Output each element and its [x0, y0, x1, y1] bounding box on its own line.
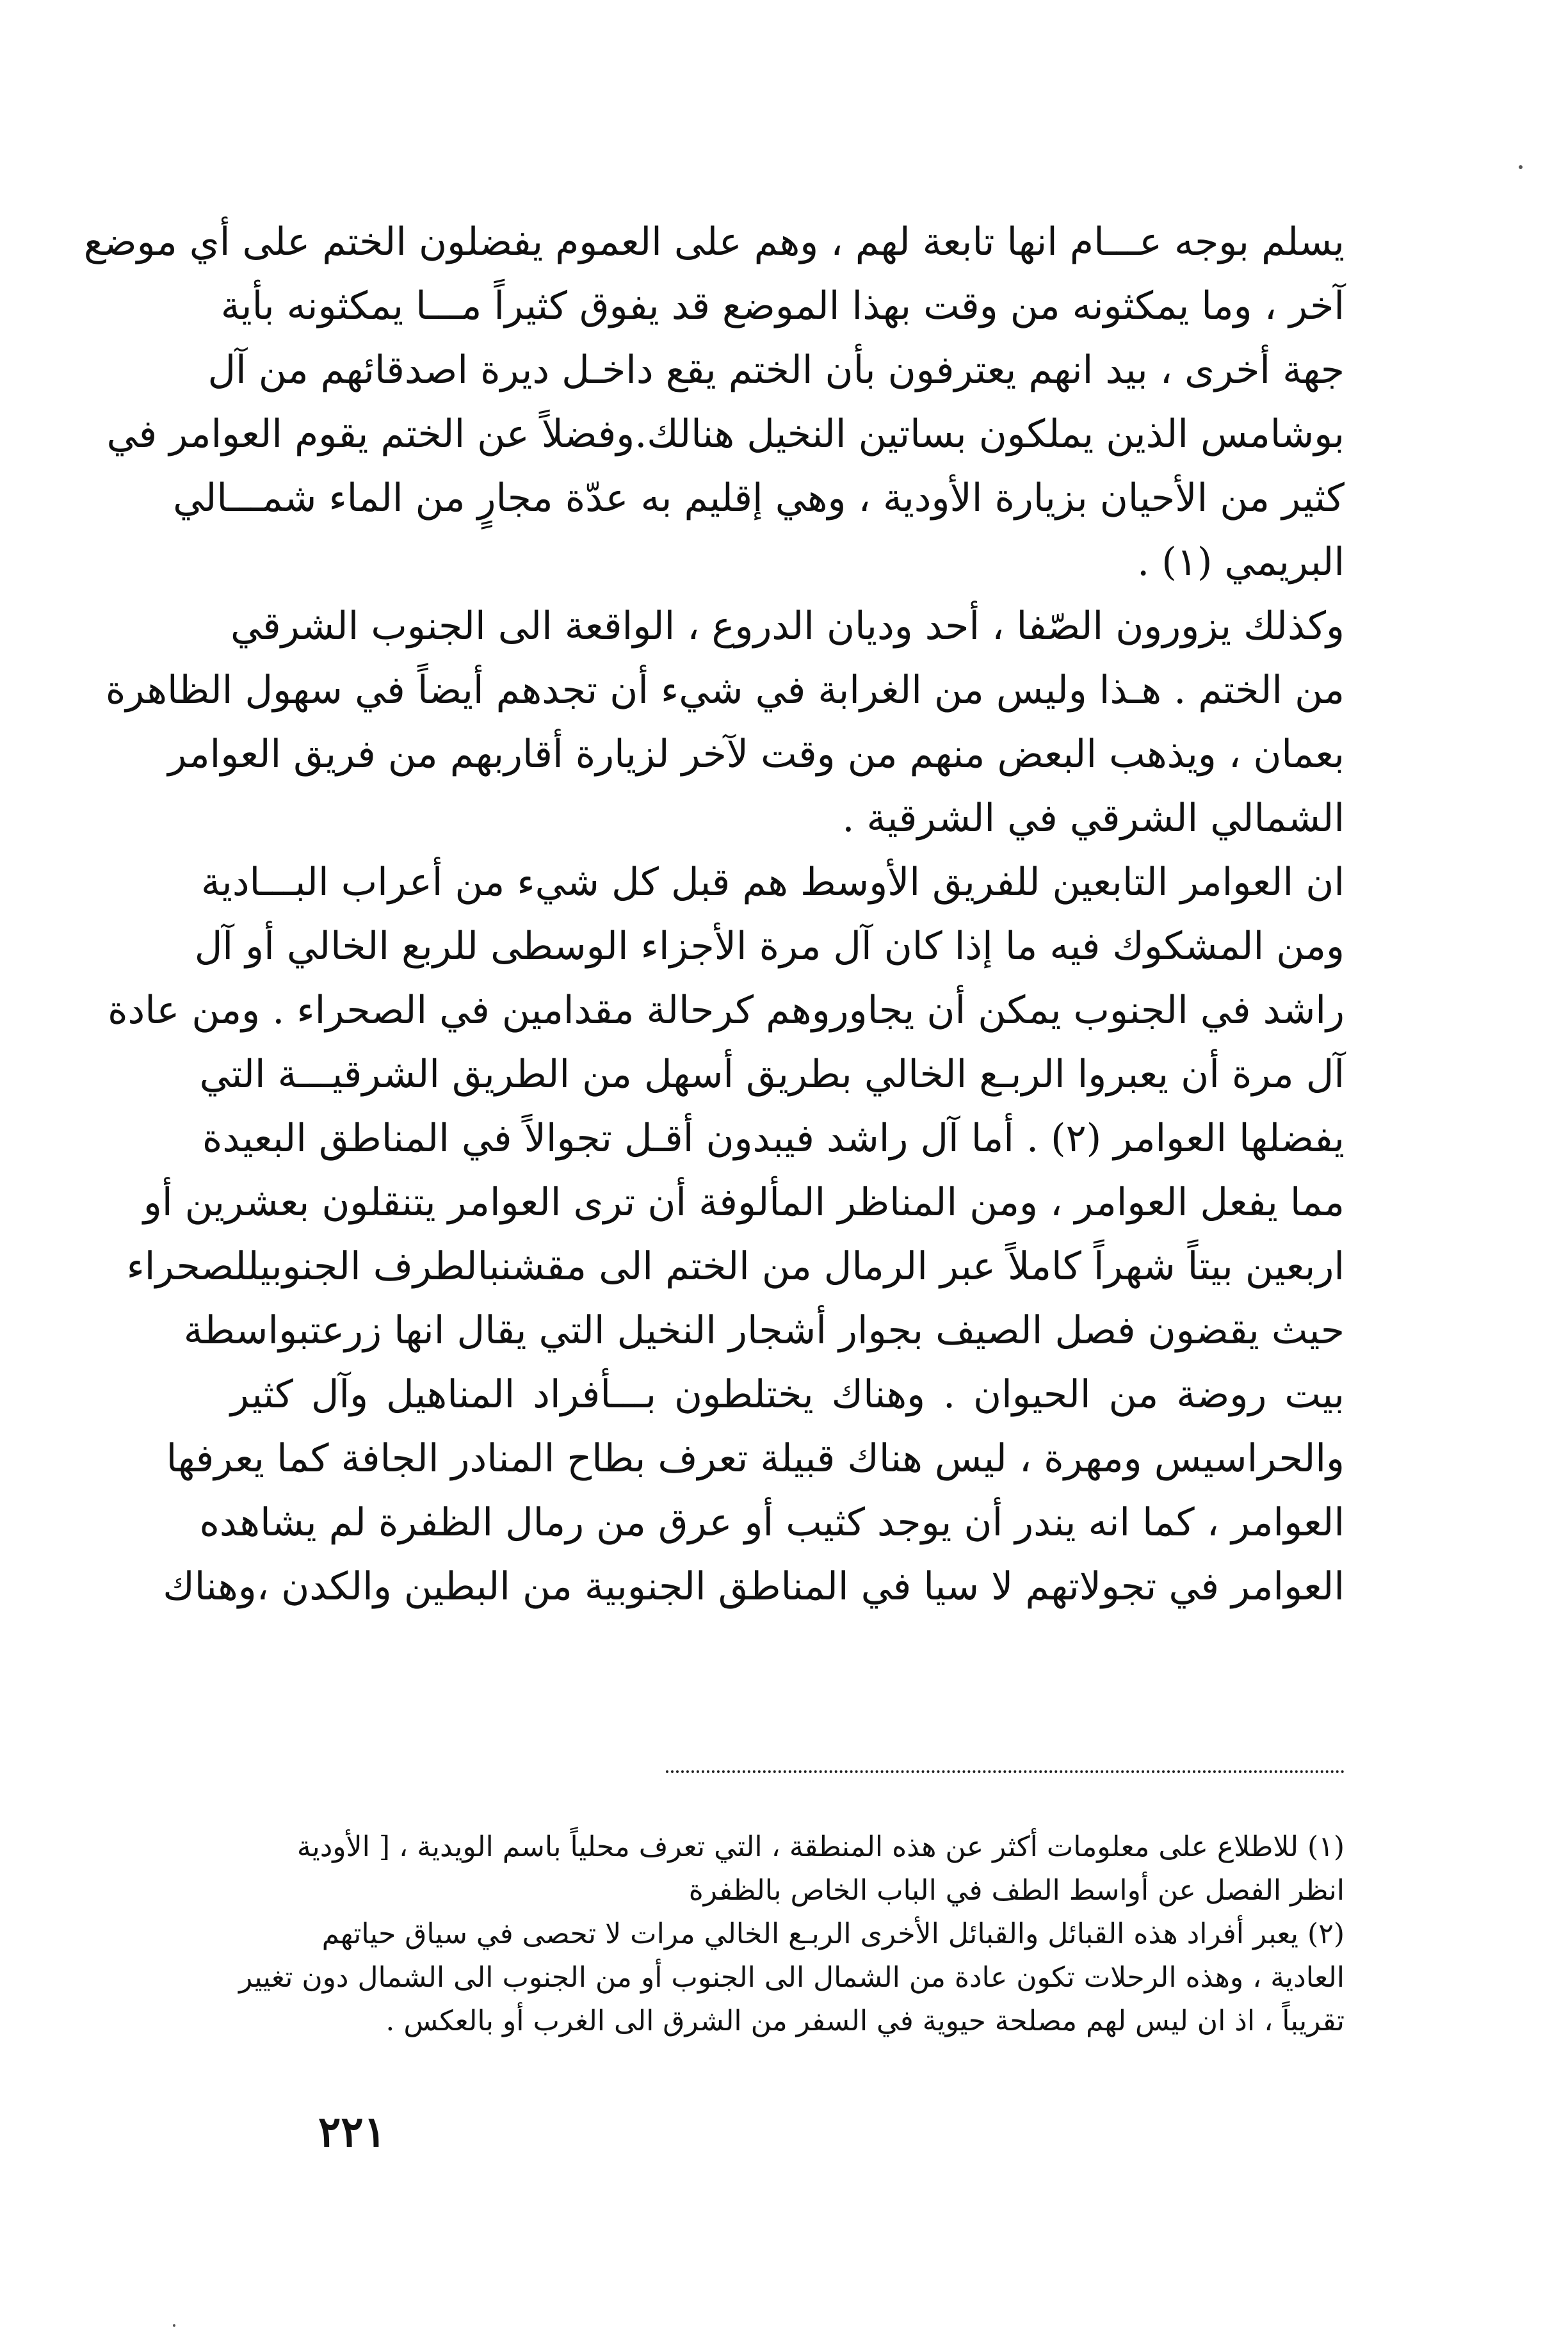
- text-line: الشمالي الشرقي في الشرقية .: [842, 796, 1345, 841]
- text-line: كثير من الأحيان بزيارة الأودية ، وهي إقليم به عدّة مجارٍ من الماء شمـــالي: [173, 476, 1345, 521]
- text-line: ان العوامر التابعين للفريق الأوسط هم قبل كل شيء من أعراب البـــادية: [200, 860, 1345, 905]
- text-line: يفضلها العوامر (٢) . أما آل راشد فيبدون أقـل تجوالاً في المناطق البعيدة: [202, 1116, 1345, 1161]
- footnote-line: العادية ، وهذه الرحلات تكون عادة من الشمال الى الجنوب أو من الجنوب الى الشمال دون تغيير: [239, 1961, 1345, 1994]
- text-line: والحراسيس ومهرة ، ليس هناك قبيلة تعرف بطاح المنادر الجافة كما يعرفها: [166, 1436, 1345, 1481]
- text-line: جهة أخرى ، بيد انهم يعترفون بأن الختم يقع داخـل ديرة اصدقائهم من آل: [207, 348, 1345, 392]
- footnote-line: انظر الفصل عن أواسط الطف في الباب الخاص بالظفرة: [688, 1874, 1345, 1907]
- text-line: آخر ، وما يمكثونه من وقت بهذا الموضع قد يفوق كثيراً مـــا يمكثونه بأية: [220, 284, 1345, 328]
- text-line: بيت روضة من الحيوان . وهناك يختلطون بـــأفراد المناهيل وآل كثير: [230, 1372, 1345, 1417]
- text-line: حيث يقضون فصل الصيف بجوار أشجار النخيل التي يقال انها زرعتبواسطة: [183, 1308, 1345, 1353]
- footnote-line: تقريباً ، اذ ان ليس لهم مصلحة حيوية في السفر من الشرق الى الغرب أو بالعكس .: [385, 2005, 1345, 2037]
- scan-speck: [1519, 165, 1523, 169]
- page-number: ٢٢١: [318, 2107, 387, 2156]
- text-line: العوامر ، كما انه يندر أن يوجد كثيب أو عرق من رمال الظفرة لم يشاهده: [199, 1500, 1345, 1545]
- text-line: راشد في الجنوب يمكن أن يجاوروهم كرحالة مقدامين في الصحراء . ومن عادة: [108, 988, 1345, 1033]
- text-line: اربعين بيتاً شهراً كاملاً عبر الرمال من الختم الى مقشنبالطرف الجنوبيللصحراء: [126, 1244, 1345, 1289]
- text-line: بعمان ، ويذهب البعض منهم من وقت لآخر لزيارة أقاربهم من فريق العوامر: [168, 732, 1345, 777]
- text-line: آل مرة أن يعبروا الربـع الخالي بطريق أسهل من الطريق الشرقيـــة التي: [199, 1052, 1345, 1097]
- text-line: العوامر في تجولاتهم لا سيا في المناطق الجنوبية من البطين والكدن ،وهناك: [163, 1564, 1345, 1609]
- text-line: مما يفعل العوامر ، ومن المناظر المألوفة أن ترى العوامر يتنقلون بعشرين أو: [143, 1180, 1345, 1225]
- text-line: من الختم . هـذا وليس من الغرابة في شيء أن تجدهم أيضاً في سهول الظاهرة: [105, 668, 1345, 713]
- text-line: البريمي (١) .: [1137, 540, 1345, 585]
- text-line: وكذلك يزورون الصّفا ، أحد وديان الدروع ، الواقعة الى الجنوب الشرقي: [230, 604, 1345, 649]
- footnote-line: (١) للاطلاع على معلومات أكثر عن هذه المنطقة ، التي تعرف محلياً باسم الويدية ، [ الأودية: [296, 1831, 1345, 1863]
- text-line: بوشامس الذين يملكون بساتين النخيل هنالك.وفضلاً عن الختم يقوم العوامر في: [106, 412, 1345, 457]
- text-line: يسلم بوجه عـــام انها تابعة لهم ، وهم على العموم يفضلون الختم على أي موضع: [83, 220, 1345, 264]
- footnote-divider: [666, 1770, 1345, 1773]
- footnote-line: (٢) يعبر أفراد هذه القبائل والقبائل الأخرى الربـع الخالي مرات لا تحصى في سياق حياتهم: [321, 1918, 1345, 1950]
- text-line: ومن المشكوك فيه ما إذا كان آل مرة الأجزاء الوسطى للربع الخالي أو آل: [194, 924, 1345, 969]
- scan-speck: [173, 2324, 175, 2327]
